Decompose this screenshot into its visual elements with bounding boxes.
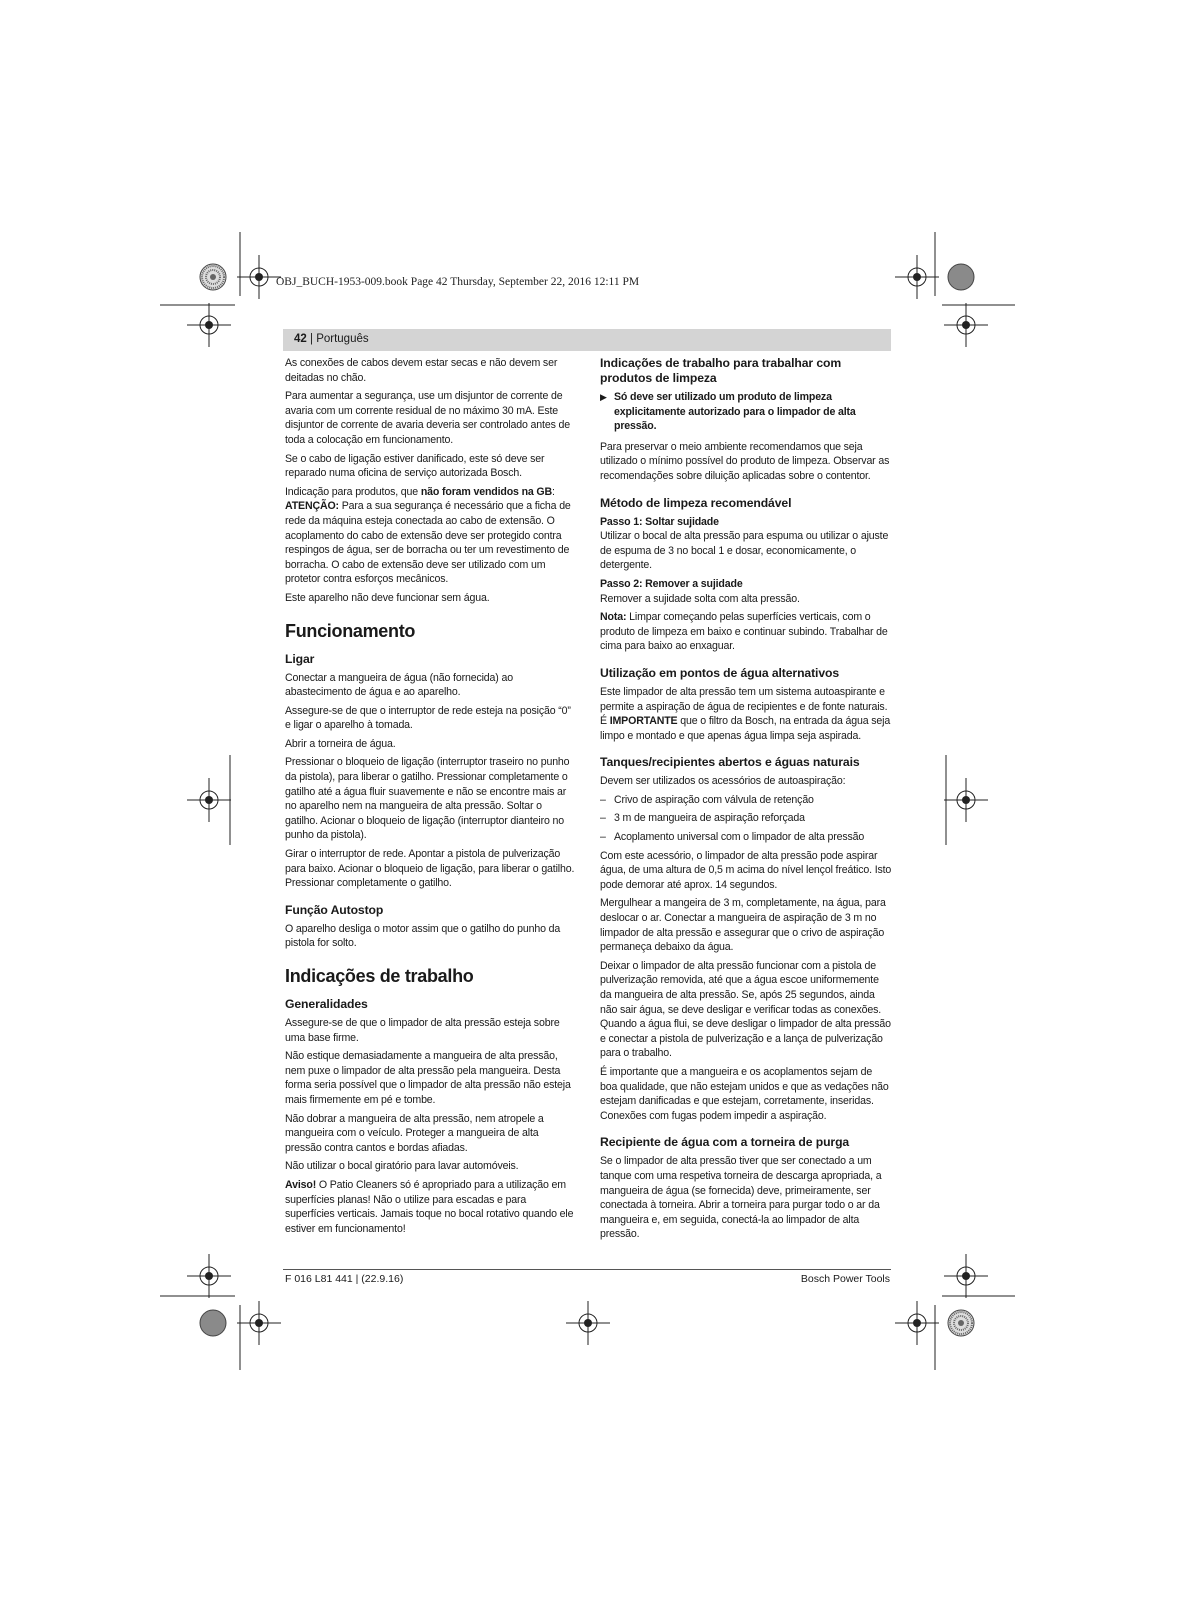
heading-generalidades: Generalidades (285, 997, 368, 1011)
paragraph (600, 685, 892, 743)
warning-text: Só deve ser utilizado um produto de limpeza explicitamente autorizado para o limpador de alta pressão. (614, 391, 856, 433)
text-run: : (552, 485, 555, 498)
paragraph: Utilizar o bocal de alta pressão para espuma ou utilizar o ajuste de espuma de 3 no bocal 1 e dosar, economicamente, o detergente. (600, 530, 889, 572)
footer-doc-id: F 016 L81 441 | (22.9.16) (285, 1273, 404, 1285)
paragraph: Não dobrar a mangueira de alta pressão, nem atropele a mangueira com o veículo. Proteger a mangueira de alta pressão contra cantos e bordas afiadas. (285, 1112, 544, 1154)
paragraph (285, 499, 575, 587)
heading-utilizacao: Utilização em pontos de água alternativos (600, 665, 840, 680)
paragraph: Pressionar o bloqueio de ligação (interruptor traseiro no punho da pistola), para liberar o gatilho. Pressionar completamente o gatilho até a água fluir suavemente e não se encontre mais ar no aparelho nem na mangueira de alta pressão. Soltar o gatilho. Acionar o bloqueio de ligação (interruptor dianteiro no punho da pistola). (285, 756, 570, 842)
paragraph: Para aumentar a segurança, use um disjuntor de corrente de avaria com um corrente residual de no máximo 30 mA. Este disjuntor de corrente de avaria deveria ser controlado antes de toda a colocação em funcionamento. (285, 390, 570, 446)
paragraph: Se o limpador de alta pressão tiver que ser conectado a um tanque com uma respetiva torneira de descarga apropriada, a mangueira de água (se fornecida) deve, primeiramente, ser conectada à torneira. Abrir a torneira para purgar todo o ar da mangueira e, em seguida, conectá-la ao limpador de alta pressão. (600, 1155, 882, 1241)
paragraph: Conectar a mangueira de água (não fornecida) ao abastecimento de água e ao aparelho. (285, 671, 513, 699)
paragraph (285, 1178, 575, 1236)
paragraph: Para preservar o meio ambiente recomendamos que seja utilizado o mínimo possível do produto de limpeza. Observar as recomendações sobre diluição aplicadas sobre o contentor. (600, 440, 890, 482)
step-title: Passo 1: Soltar sujidade (600, 515, 719, 528)
paragraph: As conexões de cabos devem estar secas e não devem ser deitadas no chão. (285, 357, 558, 384)
paragraph: Girar o interruptor de rede. Apontar a pistola de pulverização para baixo. Acionar o bloqueio de ligação, para liberar o gatilho. Pressionar completamente o gatilho. (285, 848, 575, 890)
list-item (600, 793, 892, 808)
text-run: Limpar começando pelas superfícies verticais, com o produto de limpeza em baixo e continuar subindo. Trabalhar de cima para baixo ao enxaguar. (600, 611, 888, 653)
paragraph: Não utilizar o bocal giratório para lavar automóveis. (285, 1160, 519, 1173)
warning-item (600, 390, 892, 434)
step-title: Passo 2: Remover a sujidade (600, 577, 743, 590)
paragraph: Mergulhear a mangeira de 3 m, completamente, na água, para deslocar o ar. Conectar a mangueira de aspiração de 3 m no limpador de alta pressão e assegurar que o crivo de aspiração permaneça debaixo da água. (600, 897, 886, 954)
heading-recipiente: Recipiente de água com a torneira de purga (600, 1135, 850, 1150)
paragraph: Se o cabo de ligação estiver danificado, este só deve ser reparado numa oficina de serviço autorizada Bosch. (285, 452, 545, 480)
text-run: que o filtro da Bosch, na entrada da água seja limpo e montado e que apenas água limpa seja aspirada. (600, 715, 891, 742)
list-item-text: Crivo de aspiração com válvula de retenção (614, 793, 814, 806)
footer-rule (283, 1269, 891, 1270)
text-run: Este limpador de alta pressão tem um sistema autoaspirante e permite a aspiração de água de recipientes e de fonte naturais. É (600, 685, 888, 728)
list-item (600, 811, 892, 826)
heading-metodo: Método de limpeza recomendável (600, 495, 792, 510)
bold-run: Aviso! (285, 1178, 317, 1191)
paragraph: Assegure-se de que o limpador de alta pressão esteja sobre uma base firme. (285, 1017, 560, 1044)
dash-bullet-icon: – (600, 831, 606, 844)
dash-bullet-icon: – (600, 812, 606, 825)
right-column (600, 356, 892, 1246)
heading-indicacoes: Indicações de trabalho (285, 966, 474, 986)
page-header (294, 333, 369, 345)
bold-run: não foram vendidos na GB (420, 485, 553, 498)
paragraph: É importante que a mangueira e os acoplamentos sejam de boa qualidade, que não estejam unidos e que as vedações não estejam danificadas e que estejam, corretamente, inseridas. Conexões com fugas podem impedir a aspiração. (600, 1065, 889, 1122)
page-number: 42 (294, 333, 307, 345)
paragraph (285, 485, 575, 500)
bold-run: ATENÇÃO: (285, 500, 339, 513)
left-column (285, 356, 575, 1240)
paragraph: Este aparelho não deve funcionar sem água. (285, 591, 490, 604)
paragraph: Assegure-se de que o interruptor de rede esteja na posição “0” e ligar o aparelho à tomada. (285, 704, 571, 732)
list-item (600, 830, 892, 845)
bold-run: IMPORTANTE (609, 715, 678, 728)
bold-run: Nota: (600, 611, 627, 624)
paragraph: Com este acessório, o limpador de alta pressão pode aspirar água, de uma altura de 0,5 m acima do nível lençol freático. Isto pode demorar até aprox. 14 segundos. (600, 849, 892, 891)
list-item-text: 3 m de mangueira de aspiração reforçada (614, 812, 805, 825)
heading-produtos-limpeza: Indicações de trabalho para trabalhar com produtos de limpeza (600, 356, 842, 385)
text-run: O Patio Cleaners só é apropriado para a utilização em superfícies planas! Não o utilize para escadas e para superfícies verticais. Jamais toque no bocal rotativo quando ele estiver em funcionamento! (285, 1178, 574, 1235)
header-language: Português (316, 333, 369, 345)
heading-autostop: Função Autostop (285, 902, 384, 917)
text-run: Para a sua segurança é necessário que a ficha de rede da máquina esteja conectada ao cabo de extensão. O acoplamento do cabo de extensão deve ser protegido contra respingos de água, ser de borracha ou ter um revestimento de borracha. O cabo de extensão deve ser utilizado com um protetor contra esforços mecânicos. (285, 500, 571, 586)
page-header-bar (283, 329, 891, 351)
list-item-text: Acoplamento universal com o limpador de alta pressão (614, 831, 865, 844)
paragraph: Abrir a torneira de água. (285, 737, 396, 750)
paragraph: O aparelho desliga o motor assim que o gatilho do punho da pistola for solto. (285, 922, 561, 950)
paragraph (600, 610, 892, 654)
header-separator: | (306, 333, 317, 345)
text-run: Indicação para produtos, que (285, 485, 421, 498)
paragraph: Devem ser utilizados os acessórios de autoaspiração: (600, 775, 846, 788)
print-slug: OBJ_BUCH-1953-009.book Page 42 Thursday, September 22, 2016 12:11 PM (276, 276, 640, 288)
dash-bullet-icon: – (600, 793, 606, 806)
heading-tanques: Tanques/recipientes abertos e águas naturais (600, 755, 860, 770)
heading-funcionamento: Funcionamento (285, 620, 416, 641)
paragraph: Não estique demasiadamente a mangueira de alta pressão, nem puxe o limpador de alta pressão pela mangueira. Desta forma seria possível que o limpador de alta pressão não esteja mais firmemente em pé e tombe. (285, 1050, 571, 1106)
triangle-bullet-icon: ▶ (600, 392, 607, 402)
paragraph: Deixar o limpador de alta pressão funcionar com a pistola de pulverização removida, até que a água escoe uniformemente da mangueira de alta pressão. Se, após 25 segundos, ainda não sair água, se deve desligar e verificar todas as conexões. Quando a água flui, se deve desligar o limpador de alta pressão e conectar a pistola de pulverização e a lança de pulverização para o trabalho. (600, 959, 891, 1060)
footer-brand: Bosch Power Tools (800, 1273, 890, 1285)
heading-ligar: Ligar (285, 651, 315, 666)
paragraph: Remover a sujidade solta com alta pressão. (600, 592, 800, 605)
